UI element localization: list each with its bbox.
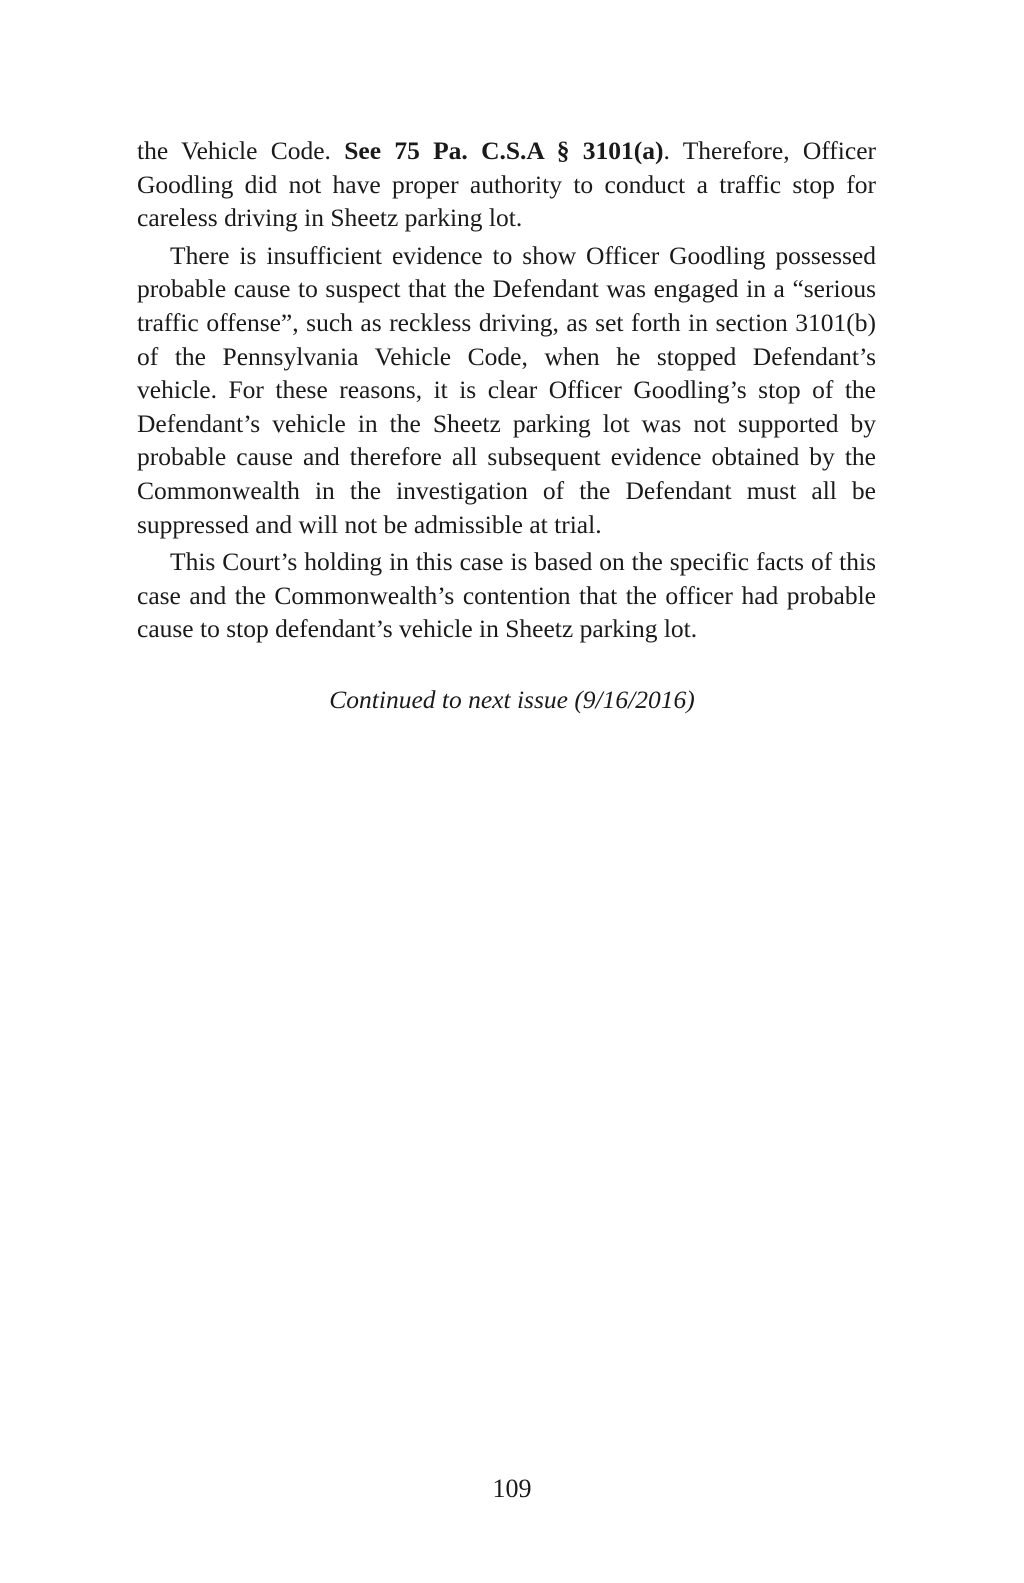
paragraph-3: This Court’s holding in this case is based on the specific facts of this case and the Commonwealth’s contention that the officer had probable cause to stop defendant’s vehicle in Sheetz parking lot. xyxy=(137,547,876,644)
statute-citation: See 75 Pa. C.S.A § 3101(a) xyxy=(344,136,664,165)
paragraph-1-text-a: the Vehicle Code. xyxy=(137,136,345,165)
page-number: 109 xyxy=(492,1474,532,1503)
paragraph-1-text-b: . Therefore, Officer Goodling did not have proper authority to conduct a traffic stop for careless driving in Sheetz parking lot. xyxy=(137,136,877,233)
paragraph-1 xyxy=(137,134,876,235)
page-body xyxy=(137,134,876,650)
continued-note: Continued to next issue (9/16/2016) xyxy=(329,685,695,714)
paragraph-2: There is insufficient evidence to show Officer Goodling possessed probable cause to suspect that the Defendant was engaged in a “serious traffic offense”, such as reckless driving, as set forth in section 3101(b) of the Pennsylvania Vehicle Code, when he stopped Defendant’s vehicle. For these reasons, it is clear Officer Goodling’s stop of the Defendant’s vehicle in the Sheetz parking lot was not supported by probable cause and therefore all subsequent evidence obtained by the Commonwealth in the investigation of the Defendant must all be suppressed and will not be admissible at trial. xyxy=(137,240,876,539)
